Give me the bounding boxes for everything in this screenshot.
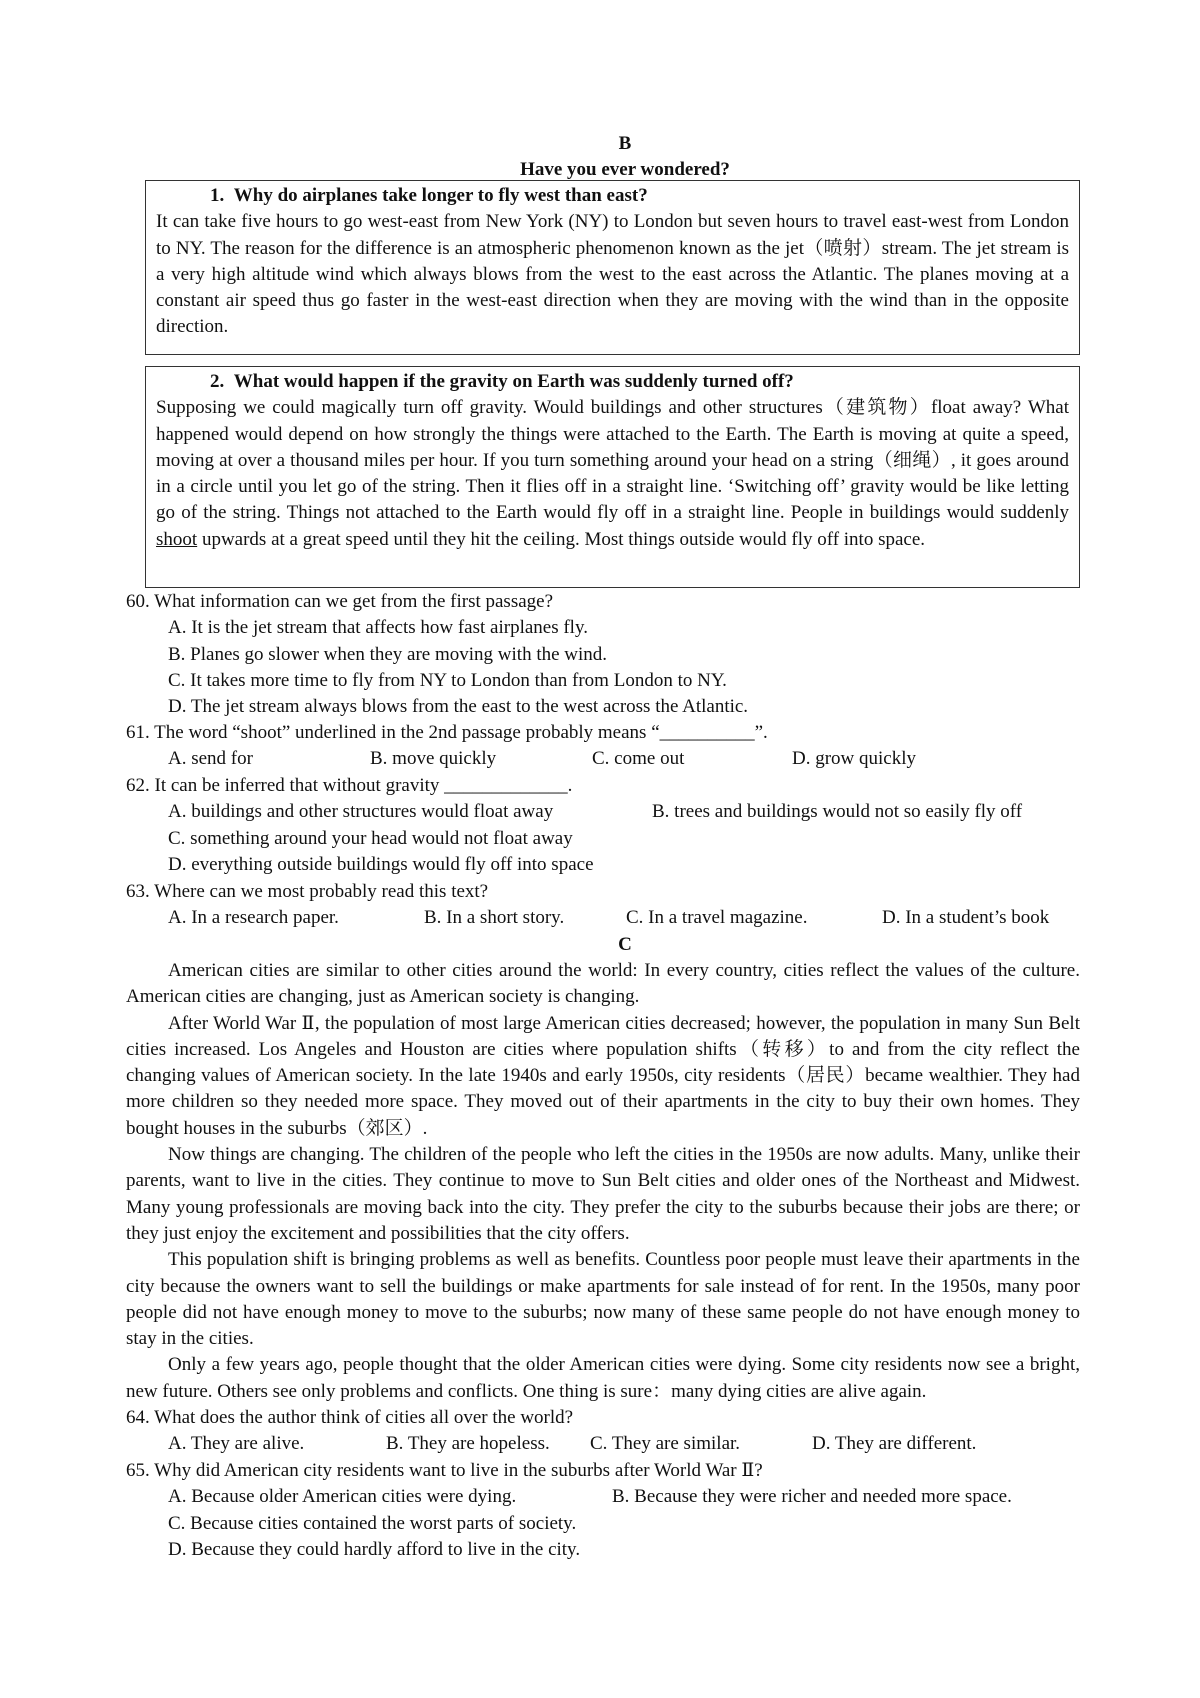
underlined-word: shoot — [156, 528, 198, 550]
option: C. come out — [592, 748, 685, 770]
option: A. It is the jet stream that affects how fast airplanes fly. — [168, 617, 588, 639]
option: A. They are alive. — [168, 1433, 305, 1455]
passage-2-box — [145, 366, 1080, 588]
option: B. In a short story. — [424, 907, 565, 929]
question-stem: 61. The word “shoot” underlined in the 2nd passage probably means “__________”. — [126, 722, 768, 743]
passage-1-body: It can take five hours to go west-east from New York (NY) to London but seven hours to travel east-west from London to NY. The reason for the difference is an atmospheric phenomenon known as the jet（喷射）stream. The jet stream is a very high altitude wind which always blows from the west to the east across the Atlantic. The planes moving at a constant air speed thus go faster in the west-east direction when they are moving with the wind than in the opposite direction. — [156, 211, 1069, 338]
passage-1-box — [145, 180, 1080, 355]
option: B. Because they were richer and needed more space. — [612, 1486, 1012, 1508]
option: A. send for — [168, 748, 253, 770]
paragraph: This population shift is bringing problems as well as benefits. Countless poor people must leave their apartments in the city because the owners want to sell the buildings or make apartments for sale instead of for rent. In the 1950s, many poor people did not have enough money to move to the suburbs; now many of these same people do not have enough money to stay in the cities. — [126, 1249, 1080, 1350]
option: A. buildings and other structures would float away — [168, 801, 554, 823]
paragraph: American cities are similar to other cities around the world: In every country, cities reflect the values of the culture. American cities are changing, just as American society is changing. — [126, 960, 1080, 1008]
option: D. They are different. — [812, 1433, 977, 1455]
option: A. Because older American cities were dying. — [168, 1486, 517, 1508]
question-65 — [126, 1458, 1086, 1563]
option: C. They are similar. — [590, 1433, 741, 1455]
question-64 — [126, 1405, 1086, 1458]
option: C. It takes more time to fly from NY to London than from London to NY. — [168, 669, 727, 691]
passage-1-heading: 1. Why do airplanes take longer to fly west than east? — [210, 185, 648, 206]
section-b-label: B — [618, 133, 632, 154]
question-stem: 65. Why did American city residents want to live in the suburbs after World War Ⅱ? — [126, 1460, 763, 1481]
question-stem: 62. It can be inferred that without gravity _____________. — [126, 775, 573, 796]
option: D. everything outside buildings would fly off into space — [168, 853, 594, 875]
section-b-title: Have you ever wondered? — [520, 159, 730, 180]
option: C. In a travel magazine. — [626, 907, 808, 929]
paragraph: Now things are changing. The children of the people who left the cities in the 1950s are now adults. Many, unlike their parents, want to live in the cities. They continue to move to Sun Belt cities and older ones of the Northeast and Midwest. Many young professionals are moving back into the city. They prefer the city to the suburbs because their jobs are there; or they just enjoy the excitement and possibilities that the city offers. — [126, 1144, 1080, 1244]
section-c-label: C — [618, 934, 632, 955]
question-60 — [126, 589, 1086, 720]
option: B. move quickly — [370, 748, 497, 770]
passage-c — [126, 958, 1080, 1405]
question-61 — [126, 720, 1086, 773]
option: C. Because cities contained the worst parts of society. — [168, 1512, 577, 1534]
question-stem: 63. Where can we most probably read this text? — [126, 881, 489, 902]
question-62 — [126, 773, 1086, 878]
question-63 — [126, 879, 1086, 932]
option: C. something around your head would not float away — [168, 827, 573, 849]
option: D. Because they could hardly afford to live in the city. — [168, 1538, 581, 1560]
passage-2-body: Supposing we could magically turn off gravity. Would buildings and other structures（建筑物）float away? What happened would depend on how strongly the things were attached to the Earth. The Earth is moving at quite a speed, moving at over a thousand miles per hour. If you turn something around your head on a string（细绳）, it goes around in a circle until you let go of the string. Then it flies off in a straight line. ‘Switching off’ gravity would be like letting go of the string. Things not attached to the Earth would fly off in a straight line. People in buildings would suddenly shoot upwards at a great speed until they hit the ceiling. Most things outside would fly off into space. — [156, 397, 1069, 550]
paragraph: After World War Ⅱ, the population of most large American cities decreased; however, the population in many Sun Belt cities increased. Los Angeles and Houston are cities where population shifts（转移）to and from the city reflect the changing values of American society. In the late 1940s and early 1950s, city residents（居民）became wealthier. They had more children so they needed more space. They moved out of their apartments in the city to buy their own homes. They bought houses in the suburbs（郊区）. — [126, 1012, 1080, 1139]
option: A. In a research paper. — [168, 907, 339, 929]
option: D. grow quickly — [792, 748, 917, 770]
option: D. The jet stream always blows from the east to the west across the Atlantic. — [168, 696, 749, 718]
question-stem: 60. What information can we get from the first passage? — [126, 591, 554, 612]
option: B. They are hopeless. — [386, 1433, 550, 1455]
option: B. Planes go slower when they are moving with the wind. — [168, 643, 608, 665]
paragraph: Only a few years ago, people thought that the older American cities were dying. Some city residents now see a bright, new future. Others see only problems and conflicts. One thing is sure：many dying cities are alive again. — [126, 1354, 1080, 1402]
option: D. In a student’s book — [882, 907, 1050, 929]
option: B. trees and buildings would not so easily fly off — [652, 801, 1023, 823]
passage-2-heading: 2. What would happen if the gravity on Earth was suddenly turned off? — [210, 371, 794, 392]
question-stem: 64. What does the author think of cities all over the world? — [126, 1407, 574, 1428]
